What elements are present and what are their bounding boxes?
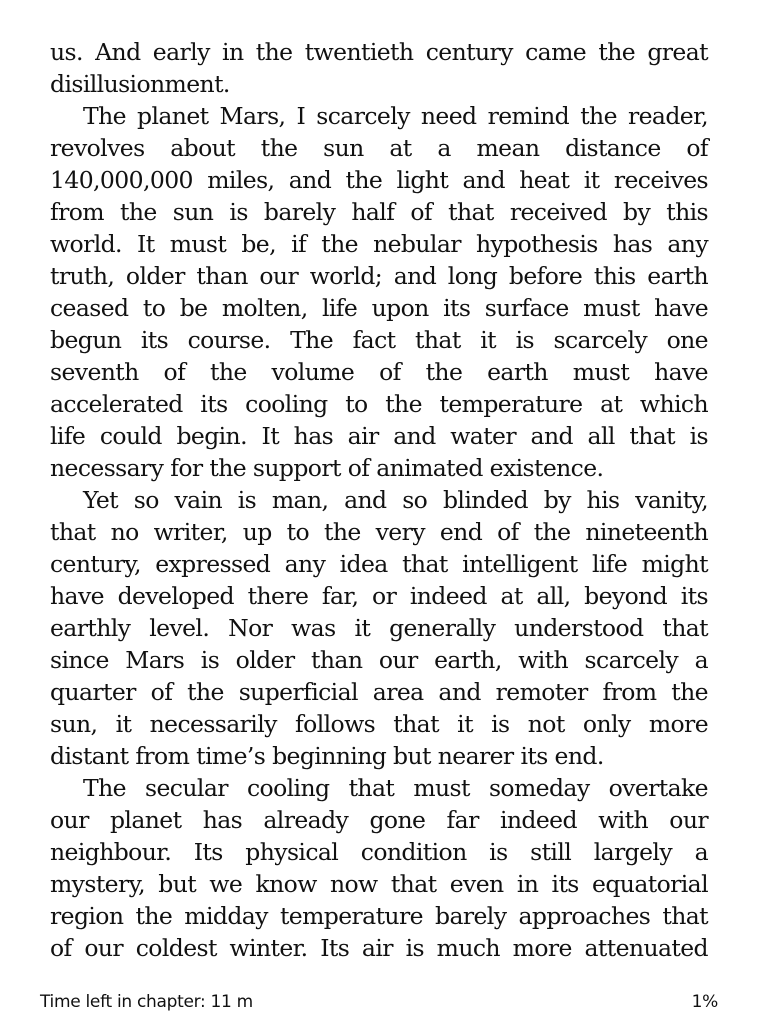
- text-line: sun, it necessarily follows that it is not only more: [50, 710, 708, 738]
- paragraph: [50, 772, 708, 964]
- text-line: seventh of the volume of the earth must have: [50, 358, 708, 386]
- text-line: us. And early in the twentieth century came the great: [50, 38, 708, 66]
- text-line: earthly level. Nor was it generally understood that: [50, 614, 708, 642]
- text-line: region the midday temperature barely approaches that: [50, 902, 708, 930]
- text-line: century, expressed any idea that intelligent life might: [50, 550, 708, 578]
- text-line: disillusionment.: [50, 70, 230, 98]
- text-line: accelerated its cooling to the temperature at which: [50, 390, 708, 418]
- text-line: revolves about the sun at a mean distance of: [50, 134, 708, 162]
- time-left-in-chapter: Time left in chapter: 11 m: [40, 992, 253, 1012]
- text-line: from the sun is barely half of that received by this: [50, 198, 708, 226]
- text-line: begun its course. The fact that it is scarcely one: [50, 326, 708, 354]
- text-line: that no writer, up to the very end of the nineteenth: [50, 518, 708, 546]
- text-line: mystery, but we know now that even in its equatorial: [50, 870, 708, 898]
- reading-progress-percent[interactable]: 1%: [691, 992, 718, 1012]
- text-line: have developed there far, or indeed at all, beyond its: [50, 582, 708, 610]
- reader-footer: [40, 990, 718, 1016]
- text-line: neighbour. Its physical condition is still largely a: [50, 838, 708, 866]
- text-line: The secular cooling that must someday overtake: [83, 774, 708, 802]
- paragraph: [50, 484, 708, 772]
- text-line: quarter of the superficial area and remoter from the: [50, 678, 708, 706]
- text-line: necessary for the support of animated existence.: [50, 454, 604, 482]
- text-line: world. It must be, if the nebular hypothesis has any: [50, 230, 708, 258]
- text-line: life could begin. It has air and water and all that is: [50, 422, 708, 450]
- text-line: truth, older than our world; and long before this earth: [50, 262, 708, 290]
- text-line: of our coldest winter. Its air is much more attenuated: [50, 934, 708, 962]
- text-line: 140,000,000 miles, and the light and heat it receives: [50, 166, 708, 194]
- paragraph: [50, 100, 708, 484]
- paragraph: [50, 36, 708, 100]
- text-line: distant from time’s beginning but nearer its end.: [50, 742, 604, 770]
- text-line: our planet has already gone far indeed with our: [50, 806, 708, 834]
- text-line: Yet so vain is man, and so blinded by his vanity,: [83, 486, 708, 514]
- text-line: The planet Mars, I scarcely need remind the reader,: [83, 102, 708, 130]
- text-line: ceased to be molten, life upon its surface must have: [50, 294, 708, 322]
- reading-page[interactable]: [50, 36, 708, 964]
- text-line: since Mars is older than our earth, with scarcely a: [50, 646, 708, 674]
